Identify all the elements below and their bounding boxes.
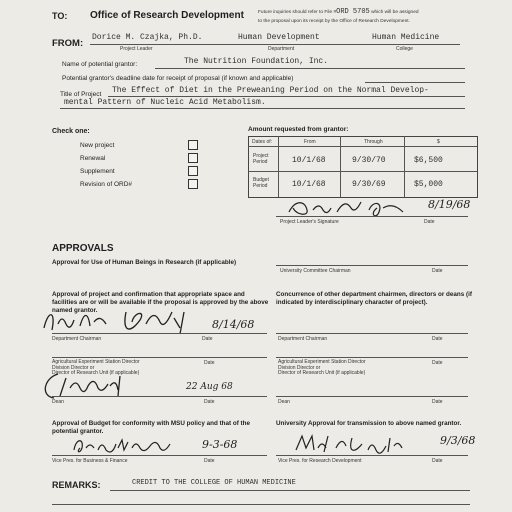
human-beings-text: Approval for Use of Human Beings in Research (if applicable) <box>52 259 237 266</box>
dept-chairman-line <box>52 333 267 334</box>
budget-approval-text: Approval of Budget for conformity with MSU policy and that of the potential grantor. <box>52 420 250 435</box>
ag-director-right-line <box>276 357 468 358</box>
project-leader-value: Dorice M. Czajka, Ph.D. <box>92 33 203 42</box>
file-note-line1 <box>258 8 419 16</box>
project-period-label1: Project <box>253 153 269 159</box>
dean-right-line <box>276 396 468 397</box>
transmission-line <box>276 455 468 456</box>
amount-col-through: Through <box>364 139 383 145</box>
committee-caption: University Committee Chairman <box>280 268 351 274</box>
leader-signature-date: 8/19/68 <box>428 198 471 211</box>
vp-research-signature <box>292 432 412 456</box>
dept-chairman-right-date-caption: Date <box>432 336 443 342</box>
project-period-label <box>253 153 269 165</box>
grantor-value: The Nutrition Foundation, Inc. <box>184 57 329 66</box>
budget-signature <box>70 434 180 456</box>
leader-signature-caption: Project Leader's Signature <box>280 219 339 225</box>
option-new-project: New project <box>80 142 115 149</box>
dept-chairman-date: 8/14/68 <box>212 318 255 331</box>
from-label: FROM: <box>52 38 84 49</box>
title-underline2 <box>60 108 465 109</box>
budget-period-amount: $5,000 <box>414 180 443 189</box>
approvals-heading: APPROVALS <box>52 243 114 254</box>
leader-date-caption: Date <box>424 219 435 225</box>
dept-chairman-date-caption: Date <box>202 336 213 342</box>
deadline-label: Potential grantor's deadline date for receipt of proposal (if known and applicable) <box>62 75 294 82</box>
transmission-date: 9/3/68 <box>440 434 476 447</box>
vp-research-date-caption: Date <box>432 458 443 464</box>
college-caption: College <box>396 46 413 52</box>
project-period-from: 10/1/68 <box>292 156 326 165</box>
title-label: Title of Project <box>60 91 102 98</box>
dean-right-date-caption: Date <box>432 399 443 405</box>
committee-date-caption: Date <box>432 268 443 274</box>
ag-director-caption-2: Division Director or <box>52 364 95 371</box>
ag-director-line <box>52 357 267 358</box>
project-period-label2: Period <box>253 159 268 165</box>
transmission-approval-text: University Approval for transmission to above named grantor. <box>276 420 462 427</box>
ag-director-right-caption-1: Agricultural Experiment Station Director <box>278 359 366 365</box>
budget-period-label2: Period <box>253 183 268 189</box>
ag-director-right-caption <box>278 360 366 377</box>
project-period-through: 9/30/70 <box>352 156 386 165</box>
committee-line <box>276 265 468 266</box>
department-caption: Department <box>268 46 295 52</box>
file-note-text: Future inquiries should refer to File # <box>258 10 337 15</box>
dean-right-caption: Dean <box>278 399 290 405</box>
department-value: Human Development <box>238 33 320 42</box>
dept-chairman-right-line <box>276 333 468 334</box>
title-line2: mental Pattern of Nucleic Acid Metabolism. <box>64 98 266 107</box>
budget-date: 9-3-68 <box>202 438 238 451</box>
file-note-line2: to the proposal upon its receipt by the Office of Research Development. <box>258 19 410 24</box>
amount-header-line <box>248 146 477 147</box>
file-number: ORD 5705 <box>336 8 370 16</box>
grantor-label: Name of potential grantor: <box>62 61 138 68</box>
leader-signature-line <box>276 216 468 217</box>
to-label: TO: <box>52 11 68 21</box>
deadline-line <box>365 82 465 83</box>
concurrence-text: Concurrence of other department chairmen, directors or deans (if indicated by interdisciplinary character of project). <box>276 291 472 306</box>
amount-col-amount: $ <box>437 139 440 145</box>
remarks-label: REMARKS: <box>52 480 101 490</box>
dean-date-caption: Date <box>204 399 215 405</box>
vp-research-caption: Vice Pres. for Research Development <box>278 458 362 464</box>
ag-director-right-caption-2: Division Director or <box>278 364 321 371</box>
project-leader-caption: Project Leader <box>120 46 153 52</box>
ag-director-right-caption-3: Director of Research Unit (if applicable) <box>278 370 366 376</box>
option-renewal: Renewal <box>80 155 106 162</box>
amount-col-divider-1 <box>278 136 279 197</box>
checkbox-renewal[interactable] <box>188 153 198 163</box>
title-underline1 <box>108 96 465 97</box>
from-line <box>90 44 460 45</box>
remarks-line-2 <box>52 504 470 505</box>
file-note-end: which will be assigned <box>371 10 419 15</box>
budget-line <box>52 455 267 456</box>
ag-director-right-date-caption: Date <box>432 360 443 366</box>
dept-chairman-caption: Department Chairman <box>52 336 102 342</box>
amount-col-from: From <box>304 139 316 145</box>
remarks-line <box>110 490 470 491</box>
vp-business-date-caption: Date <box>204 458 215 464</box>
budget-period-label1: Budget <box>253 177 269 183</box>
option-revision: Revision of ORD# <box>80 181 133 188</box>
amount-heading: Amount requested from grantor: <box>248 126 349 133</box>
budget-period-label <box>253 177 269 189</box>
college-value: Human Medicine <box>372 33 440 42</box>
grantor-line <box>155 68 465 69</box>
option-supplement: Supplement <box>80 168 115 175</box>
checkbox-new-project[interactable] <box>188 140 198 150</box>
project-period-amount: $6,500 <box>414 156 443 165</box>
dean-caption: Dean <box>52 399 64 405</box>
budget-period-from: 10/1/68 <box>292 180 326 189</box>
dept-chairman-right-caption: Department Chairman <box>278 336 328 342</box>
budget-period-through: 9/30/69 <box>352 180 386 189</box>
dean-date: 22 Aug 68 <box>186 382 233 392</box>
amount-row-divider <box>248 171 477 172</box>
ag-director-caption-3: Director of Research Unit (if applicable) <box>52 370 140 376</box>
amount-col-divider-2 <box>340 136 341 197</box>
title-line1: The Effect of Diet in the Preweaning Period on the Normal Develop- <box>112 86 429 95</box>
amount-col-dates: Dates of: <box>252 139 273 145</box>
vp-business-caption: Vice Pres. for Business & Finance <box>52 458 128 464</box>
check-heading: Check one: <box>52 128 90 135</box>
amount-col-divider-3 <box>404 136 405 197</box>
space-approval-text: Approval of project and confirmation that appropriate space and facilities are or will be available if the proposal is approved by the above named grantor. <box>52 291 269 314</box>
checkbox-supplement[interactable] <box>188 166 198 176</box>
remarks-value: CREDIT TO THE COLLEGE OF HUMAN MEDICINE <box>132 479 296 487</box>
ag-director-date-caption: Date <box>204 360 215 366</box>
dean-line <box>52 396 267 397</box>
checkbox-revision[interactable] <box>188 179 198 189</box>
ag-director-caption-1: Agricultural Experiment Station Director <box>52 359 140 365</box>
to-value: Office of Research Development <box>90 10 244 21</box>
